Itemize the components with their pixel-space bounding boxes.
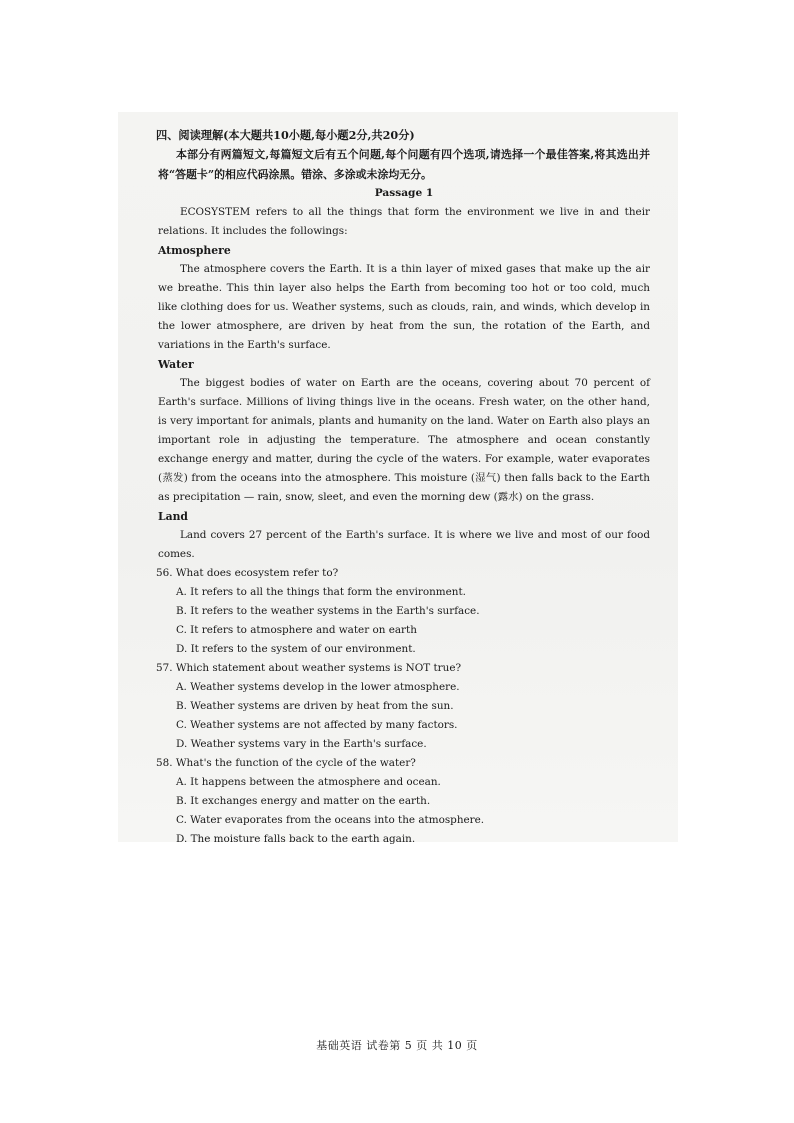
question-56-option-a: A. It refers to all the things that form the environment.	[176, 586, 466, 598]
question-56-option-d: D. It refers to the system of our environment.	[176, 643, 416, 655]
paragraph-atmosphere: The atmosphere covers the Earth. It is a thin layer of mixed gases that make up the air we breathe. This thin layer also helps the Earth from becoming too hot or too cold, much like clothing does for us. Weather systems, such as clouds, rain, and winds, which develop in the lower atmosphere, are driven by heat from the sun, the rotation of the Earth, and variations in the Earth's surface.	[158, 263, 650, 351]
heading-water: Water	[158, 358, 194, 371]
question-57-option-b: B. Weather systems are driven by heat from the sun.	[176, 700, 454, 712]
question-56-option-b: B. It refers to the weather systems in the Earth's surface.	[176, 605, 480, 617]
section-title: 四、阅读理解(本大题共10小题,每小题2分,共20分)	[156, 128, 415, 142]
heading-atmosphere: Atmosphere	[158, 244, 231, 257]
section-instruction: 本部分有两篇短文,每篇短文后有五个问题,每个问题有四个选项,请选择一个最佳答案,将其选出并将“答题卡”的相应代码涂黑。错涂、多涂或未涂均无分。	[158, 148, 650, 181]
question-58-stem: 58. What's the function of the cycle of the water?	[156, 757, 416, 769]
question-57-option-a: A. Weather systems develop in the lower atmosphere.	[176, 681, 460, 693]
passage-title: Passage 1	[374, 187, 434, 199]
question-57-option-d: D. Weather systems vary in the Earth's surface.	[176, 738, 427, 750]
question-57-option-c: C. Weather systems are not affected by many factors.	[176, 719, 458, 731]
paragraph-land: Land covers 27 percent of the Earth's surface. It is where we live and most of our food comes.	[158, 529, 650, 560]
question-57-stem: 57. Which statement about weather systems is NOT true?	[156, 662, 462, 674]
question-58-option-b: B. It exchanges energy and matter on the earth.	[176, 795, 431, 807]
exam-content	[158, 126, 650, 849]
passage-intro: ECOSYSTEM refers to all the things that form the environment we live in and their relations. It includes the followings:	[158, 206, 650, 237]
page-footer: 基础英语 试卷第 5 页 共 10 页	[316, 1039, 478, 1052]
heading-land: Land	[158, 510, 188, 523]
question-58-option-d: D. The moisture falls back to the earth again.	[176, 833, 416, 845]
question-58-option-a: A. It happens between the atmosphere and ocean.	[176, 776, 441, 788]
paragraph-water: The biggest bodies of water on Earth are the oceans, covering about 70 percent of Earth's surface. Millions of living things live in the oceans. Fresh water, on the other hand, is very important for animals, plants and humanity on the land. Water on Earth also plays an important role in adjusting the temperature. The atmosphere and ocean constantly exchange energy and matter, during the cycle of the waters. For example, water evaporates (蒸发) from the oceans into the atmosphere. This moisture (湿气) then falls back to the Earth as precipitation — rain, snow, sleet, and even the morning dew (露水) on the grass.	[158, 377, 650, 503]
question-56-option-c: C. It refers to atmosphere and water on earth	[176, 624, 417, 636]
question-58-option-c: C. Water evaporates from the oceans into the atmosphere.	[176, 814, 485, 826]
question-56-stem: 56. What does ecosystem refer to?	[156, 567, 339, 579]
